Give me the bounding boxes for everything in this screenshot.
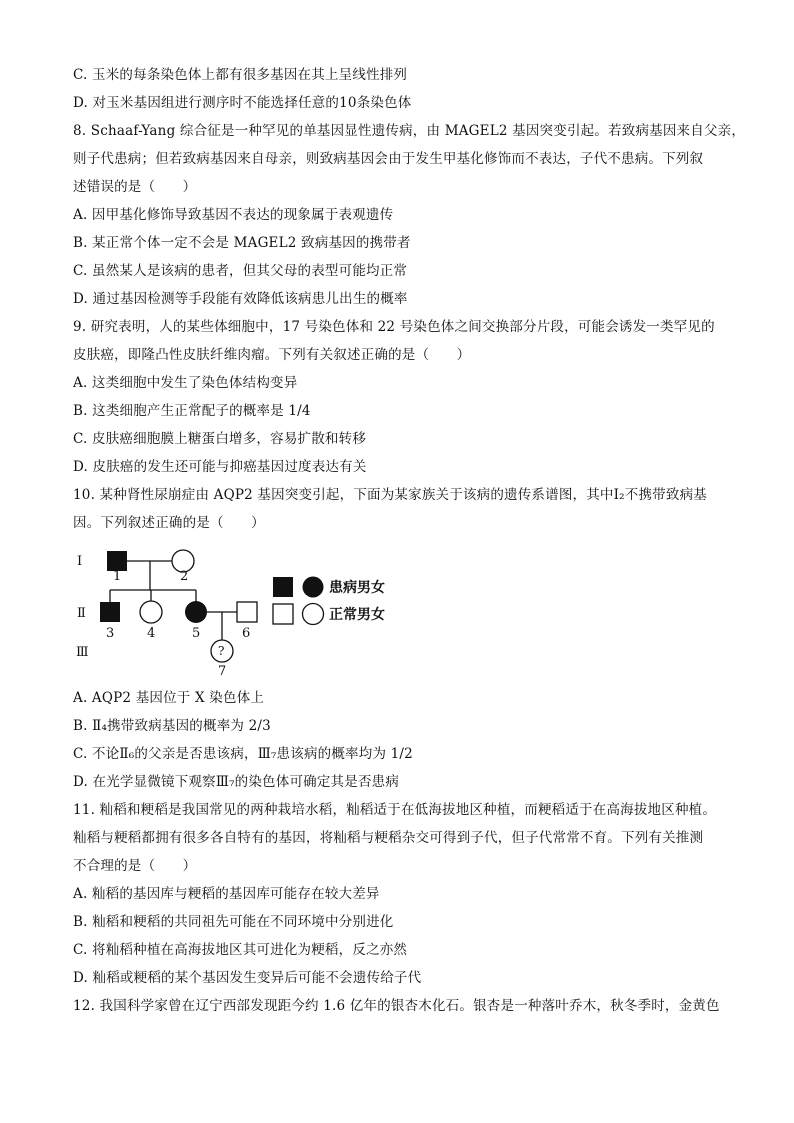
question-8-line-3: 述错误的是（ ） [73,179,197,195]
question-10-line-2: 因。下列叙述正确的是（ ） [73,515,265,531]
generation-label-2: Ⅱ [77,606,86,621]
legend-affected-female [303,577,324,598]
option-11b: B. 籼稻和粳稻的共同祖先可能在不同环境中分别进化 [73,914,394,930]
option-8a: A. 因甲基化修饰导致基因不表达的现象属于表观遗传 [73,207,394,223]
pedigree-individual-4 [140,601,162,623]
option-7c: C. 玉米的每条染色体上都有很多基因在其上呈线性排列 [73,67,408,83]
individual-number-7: 7 [218,664,227,679]
pedigree-individual-6 [237,602,257,622]
option-11d: D. 籼稻或粳稻的某个基因发生变异后可能不会遗传给子代 [73,970,422,986]
individual-number-2: 2 [180,569,189,584]
question-9-line-2: 皮肤癌，即隆凸性皮肤纤维肉瘤。下列有关叙述正确的是（ ） [73,347,471,363]
question-11-line-2: 籼稻与粳稻都拥有很多各自特有的基因，将籼稻与粳稻杂交可得到子代，但子代常常不育。下列有关推测 [73,830,704,846]
individual-number-6: 6 [242,626,251,641]
unknown-mark: ? [218,644,225,658]
option-9c: C. 皮肤癌细胞膜上糖蛋白增多，容易扩散和转移 [73,431,367,447]
pedigree-individual-5 [185,601,207,623]
pedigree-individual-1 [107,551,127,571]
option-11c: C. 将籼稻种植在高海拔地区其可进化为粳稻，反之亦然 [73,942,408,958]
option-9b: B. 这类细胞产生正常配子的概率是 1/4 [73,403,311,419]
individual-number-4: 4 [147,626,156,641]
legend-normal-female [303,604,324,625]
legend-normal-male [273,604,293,624]
option-8d: D. 通过基因检测等手段能有效降低该病患儿出生的概率 [73,291,408,307]
option-8b: B. 某正常个体一定不会是 MAGEL2 致病基因的携带者 [73,235,411,251]
question-11-line-3: 不合理的是（ ） [73,858,197,874]
option-11a: A. 籼稻的基因库与粳稻的基因库可能存在较大差异 [73,886,380,902]
pedigree-chart [70,540,410,680]
option-7d: D. 对玉米基因组进行测序时不能选择任意的10条染色体 [73,95,412,111]
legend-affected-label: 患病男女 [329,580,385,596]
question-12-line-1: 12. 我国科学家曾在辽宁西部发现距今约 1.6 亿年的银杏木化石。银杏是一种落叶乔木，秋冬季时，金黄色 [73,998,720,1014]
option-10b: B. Ⅱ₄携带致病基因的概率为 2/3 [73,718,271,734]
option-8c: C. 虽然某人是该病的患者，但其父母的表型可能均正常 [73,263,408,279]
question-9-line-1: 9. 研究表明，人的某些体细胞中，17 号染色体和 22 号染色体之间交换部分片段，可能会诱发一类罕见的 [73,319,715,335]
legend-normal-label: 正常男女 [329,607,385,623]
option-10d: D. 在光学显微镜下观察Ⅲ₇的染色体可确定其是否患病 [73,774,400,790]
question-11-line-1: 11. 籼稻和粳稻是我国常见的两种栽培水稻，籼稻适于在低海拔地区种植，而粳稻适于在高海拔地区种植。 [73,802,717,818]
option-9d: D. 皮肤癌的发生还可能与抑癌基因过度表达有关 [73,459,367,475]
pedigree-individual-3 [100,602,120,622]
option-9a: A. 这类细胞中发生了染色体结构变异 [73,375,298,391]
generation-label-3: Ⅲ [76,645,89,660]
individual-number-5: 5 [192,626,201,641]
question-8-line-2: 则子代患病；但若致病基因来自母亲，则致病基因会由于发生甲基化修饰而不表达，子代不患病。下列叙 [73,151,704,167]
question-10-line-1: 10. 某种肾性尿崩症由 AQP2 基因突变引起，下面为某家族关于该病的遗传系谱图，其中Ⅰ₂不携带致病基 [73,487,707,503]
individual-number-1: 1 [113,569,122,584]
legend-affected-male [273,577,293,597]
option-10a: A. AQP2 基因位于 X 染色体上 [73,690,265,706]
individual-number-3: 3 [106,626,115,641]
option-10c: C. 不论Ⅱ₆的父亲是否患该病，Ⅲ₇患该病的概率均为 1/2 [73,746,413,762]
generation-label-1: Ⅰ [77,554,83,569]
question-8-line-1: 8. Schaaf-Yang 综合征是一种罕见的单基因显性遗传病，由 MAGEL2 基因突变引起。若致病基因来自父亲， [73,123,746,139]
